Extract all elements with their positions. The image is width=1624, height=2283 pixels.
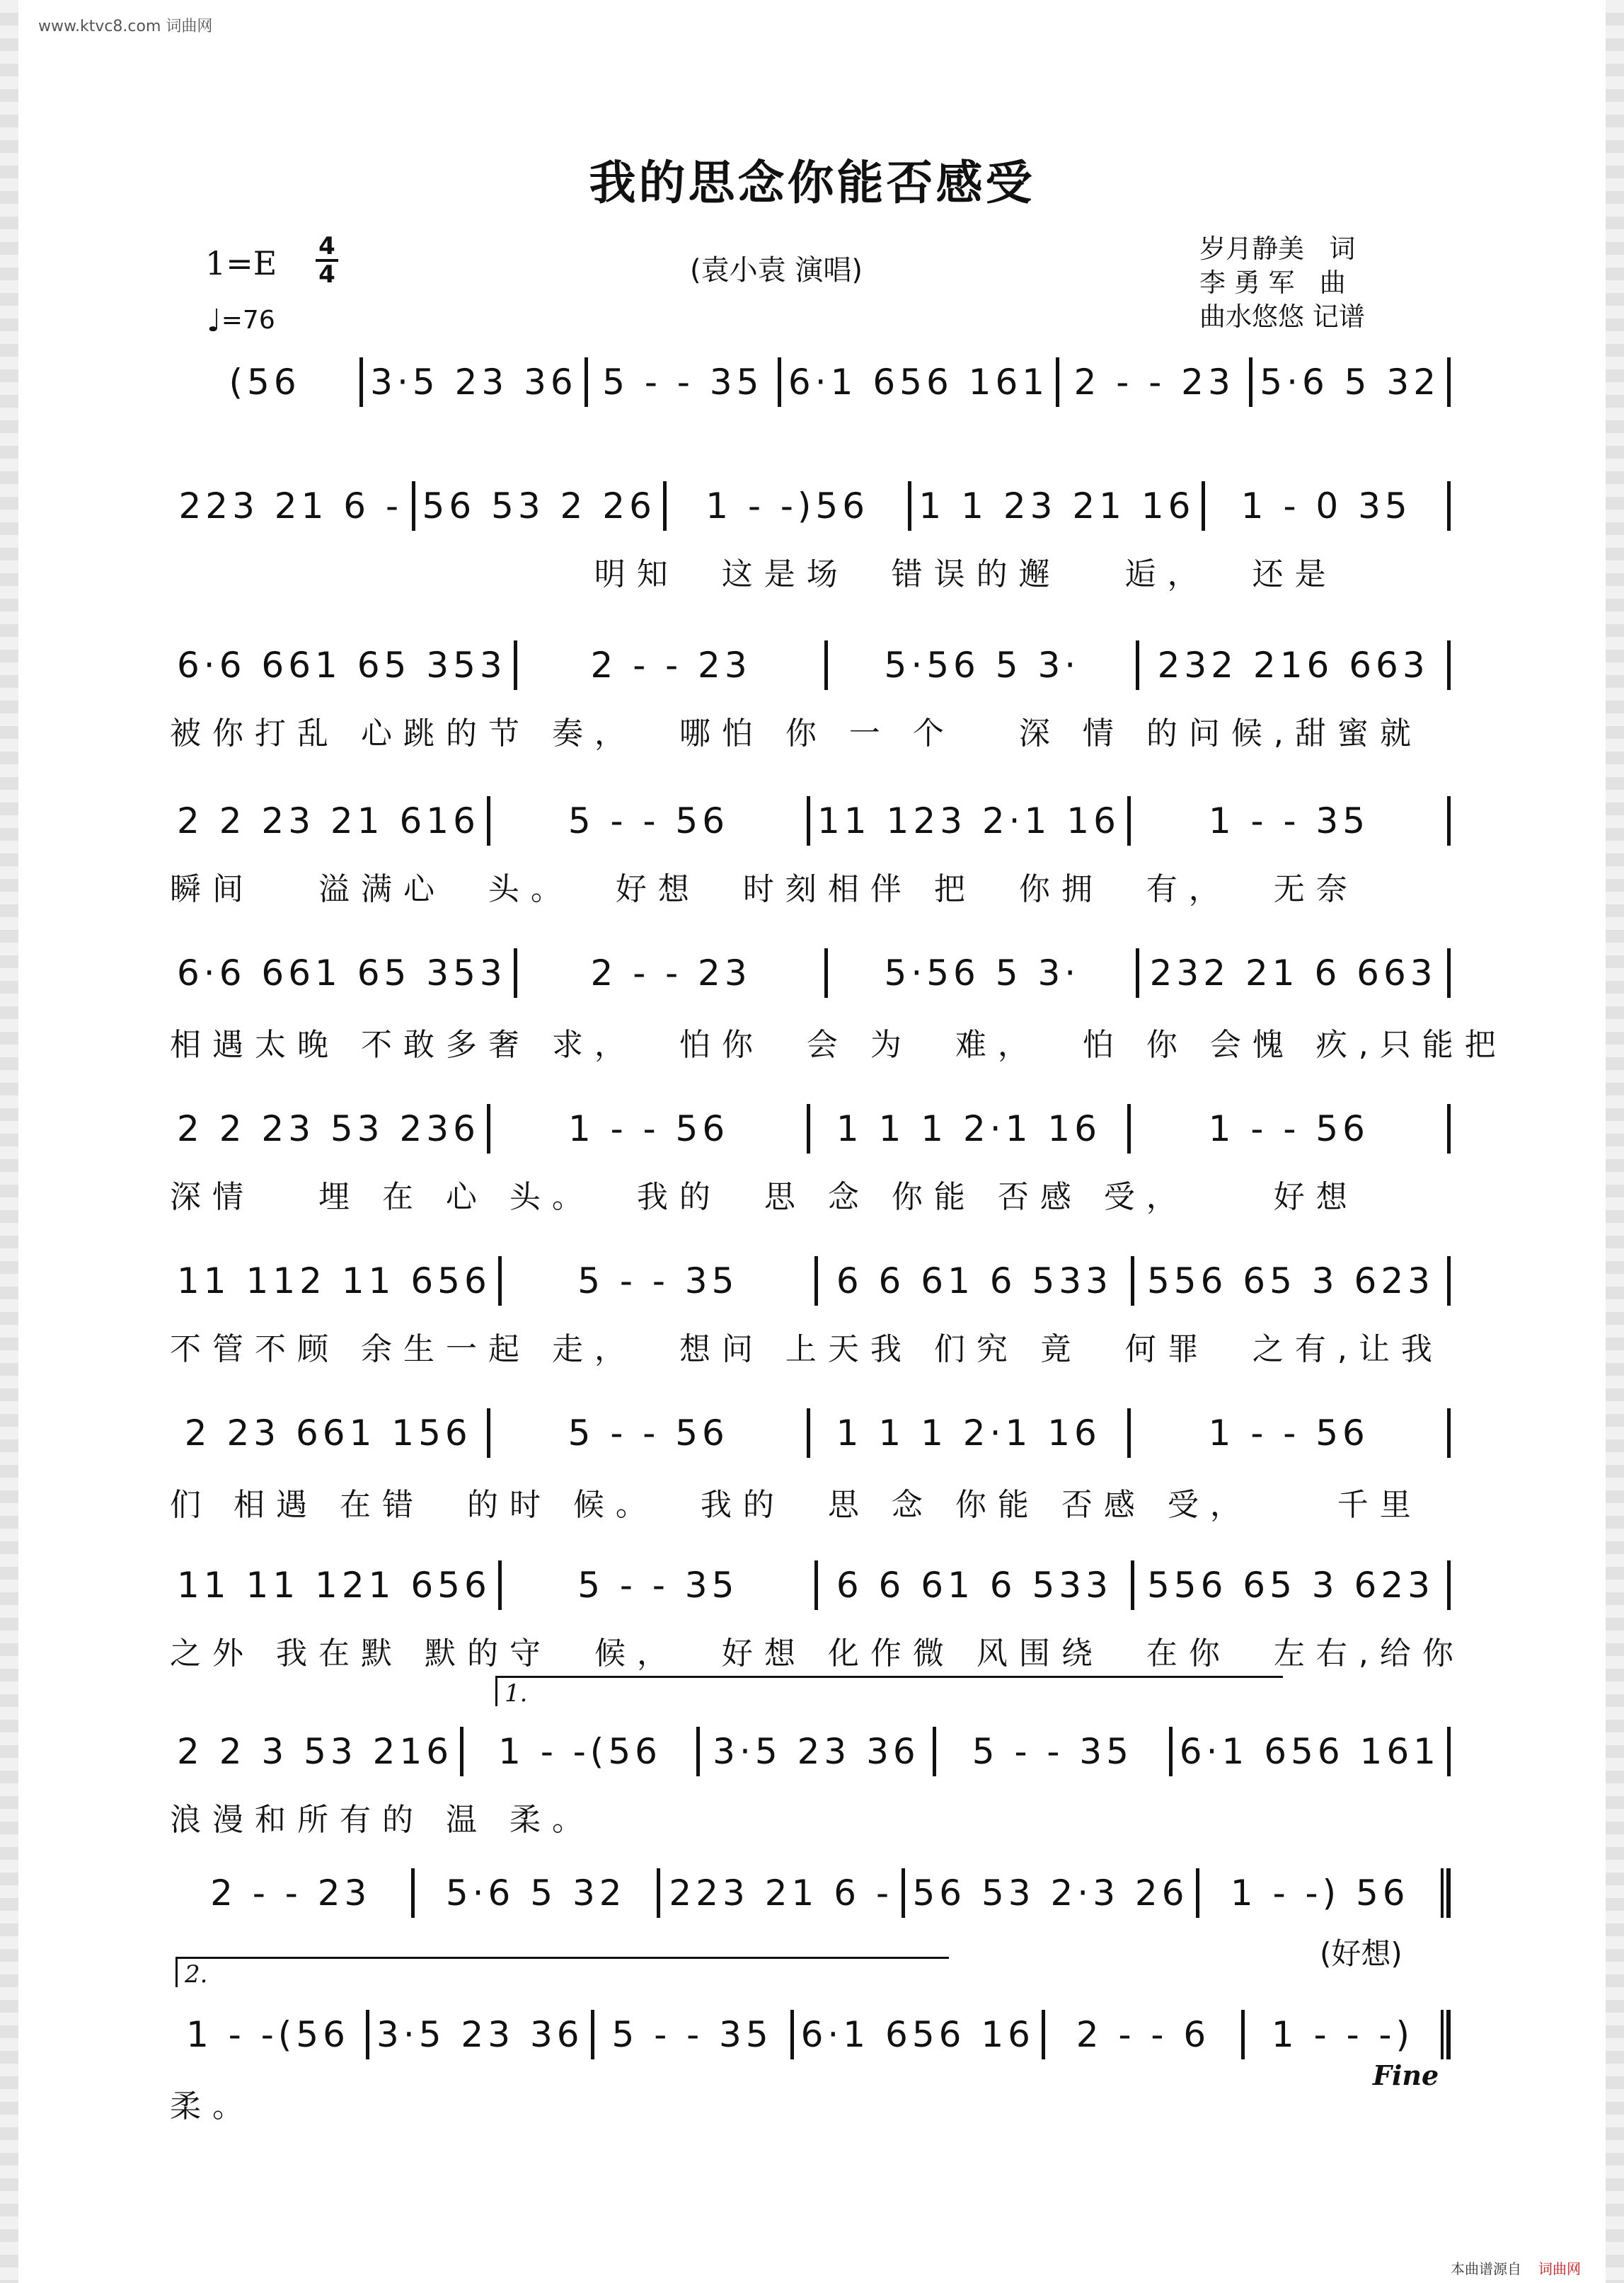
fine-mark: Fine xyxy=(1373,2059,1439,2091)
lyricist-credit: 岁月静美 词 xyxy=(1199,234,1356,264)
notation-line xyxy=(170,1256,1451,1306)
site-watermark: www.ktvc8.com 词曲网 xyxy=(38,18,213,35)
notation-line xyxy=(170,2010,1451,2059)
transcriber-credit: 曲水悠悠 记谱 xyxy=(1199,301,1365,332)
time-signature xyxy=(313,234,341,287)
time-top: 4 xyxy=(318,232,335,260)
measure: 6·1 656 16 xyxy=(800,2014,1035,2055)
measure: 223 21 6 - xyxy=(178,485,403,527)
measure: 6·6 661 65 353 xyxy=(177,953,507,994)
time-bottom: 4 xyxy=(318,260,335,289)
measure: 1 - -(56 xyxy=(498,1731,662,1772)
lyric-line: 们 相遇 在错 的时 候。 我的 思 念 你能 否感 受， 千里 xyxy=(170,1487,1422,1523)
notation-line xyxy=(170,357,1451,407)
lyric-line: 不管不顾 余生一起 走， 想问 上天我 们究 竟 何罪 之有,让我 xyxy=(170,1331,1444,1367)
measure: 6·1 656 161 xyxy=(1179,1731,1440,1772)
pickup-lyric: (好想) xyxy=(1320,1936,1403,1971)
measure: 56 53 2·3 26 xyxy=(912,1873,1189,1914)
measure: 6·1 656 161 xyxy=(788,362,1049,403)
measure: 2 - - 23 xyxy=(590,953,751,994)
notation-line xyxy=(170,481,1451,531)
bar-line xyxy=(1447,1560,1451,1610)
tempo-value: =76 xyxy=(221,306,275,335)
measure: 1 - -)56 xyxy=(706,485,870,527)
measure: 2 2 23 21 616 xyxy=(177,800,480,841)
measure: 2 - - 23 xyxy=(1073,362,1235,403)
measure: 5 - - 35 xyxy=(577,1565,739,1606)
measure: 11 112 11 656 xyxy=(177,1260,491,1301)
measure: 1 - - 56 xyxy=(1208,1108,1369,1149)
measure: 6 6 61 6 533 xyxy=(836,1565,1112,1606)
notation-line xyxy=(170,796,1451,846)
measure: 6·6 661 65 353 xyxy=(177,645,507,686)
bar-line xyxy=(1447,948,1451,998)
measure: 5 - - 56 xyxy=(568,800,730,841)
lyric-line: 深情 埋 在 心 头。 我的 思 念 你能 否感 受， 好想 xyxy=(170,1179,1359,1215)
song-title: 我的思念你能否感受 xyxy=(589,156,1035,210)
measure: 2 2 3 53 216 xyxy=(177,1731,454,1772)
volta-2-label: 2. xyxy=(185,1960,208,1989)
measure: 1 1 23 21 16 xyxy=(918,485,1195,527)
measure: 2 2 23 53 236 xyxy=(177,1108,480,1149)
measure: 5 - - 35 xyxy=(972,1731,1133,1772)
notation-line xyxy=(170,1868,1451,1918)
measure: 1 - - 56 xyxy=(1208,1413,1369,1454)
measure: 5 - - 35 xyxy=(602,362,764,403)
measure: 56 53 2 26 xyxy=(422,485,656,527)
measure: 1 1 1 2·1 16 xyxy=(836,1413,1101,1454)
measure: 3·5 23 36 xyxy=(370,362,577,403)
notation-line xyxy=(170,640,1451,690)
measure: 5 - - 56 xyxy=(568,1413,729,1454)
left-border-strip xyxy=(0,0,18,2283)
lyric-line: 被你打乱 心跳的节 奏， 哪怕 你 一 个 深 情 的问候,甜蜜就 xyxy=(170,715,1422,752)
measure: 2 - - 23 xyxy=(590,645,751,686)
right-border-strip xyxy=(1606,0,1624,2283)
lyric-line: 明知 这是场 错误的邂 逅， 还是 xyxy=(170,556,1337,592)
measure: 1 - 0 35 xyxy=(1240,485,1412,527)
bar-line xyxy=(1447,1408,1451,1458)
bar-line xyxy=(1447,1727,1451,1776)
bar-line xyxy=(1447,1104,1451,1154)
lyric-line: 瞬间 溢满心 头。 好想 时刻相伴 把 你拥 有， 无奈 xyxy=(170,871,1359,907)
bar-line xyxy=(1447,1256,1451,1306)
notation-line xyxy=(170,1104,1451,1154)
measure: 2 23 661 156 xyxy=(184,1413,472,1454)
lyric-line: 柔。 xyxy=(170,2088,255,2124)
measure: 232 216 663 xyxy=(1157,645,1429,686)
measure: 11 11 121 656 xyxy=(177,1565,491,1606)
measure: 1 - -) 56 xyxy=(1230,1873,1410,1914)
volta-2-bracket xyxy=(175,1957,949,1987)
measure: 5·56 5 3· xyxy=(884,645,1081,686)
measure: 5 - - 35 xyxy=(611,2014,773,2055)
measure: 5 - - 35 xyxy=(577,1260,739,1301)
key-signature: 1=E xyxy=(205,244,277,282)
footer-source-label: 本曲谱源自 xyxy=(1451,2260,1521,2277)
measure: 1 - -(56 xyxy=(186,2014,350,2055)
footer-site-label: 词曲网 xyxy=(1538,2260,1581,2277)
quarter-note-icon: ♩ xyxy=(207,303,221,339)
tempo-mark xyxy=(207,303,275,339)
measure: 11 123 2·1 16 xyxy=(817,800,1120,841)
measure: 232 21 6 663 xyxy=(1149,953,1437,994)
measure: 5·6 5 32 xyxy=(1260,362,1441,403)
measure: 2 - - 6 xyxy=(1076,2014,1211,2055)
singer-credit: (袁小袁 演唱) xyxy=(690,254,863,287)
measure: 5·6 5 32 xyxy=(445,1873,626,1914)
lyric-line: 相遇太晚 不敢多奢 求， 怕你 会 为 难， 怕 你 会愧 疚,只能把 xyxy=(170,1027,1507,1063)
measure: 556 65 3 623 xyxy=(1146,1565,1434,1606)
measure: 1 - - -) xyxy=(1271,2014,1415,2055)
lyric-line: 之外 我在默 默的守 候， 好想 化作微 风围绕 在你 左右,给你 xyxy=(170,1635,1465,1672)
volta-1-label: 1. xyxy=(505,1679,528,1708)
measure: 6 6 61 6 533 xyxy=(836,1260,1112,1301)
notation-line xyxy=(170,1408,1451,1458)
measure: 3·5 23 36 xyxy=(713,1731,920,1772)
measure: 2 - - 23 xyxy=(210,1873,372,1914)
measure: 1 - - 35 xyxy=(1208,800,1370,841)
measure: 1 1 1 2·1 16 xyxy=(836,1108,1102,1149)
credits-block xyxy=(1199,232,1365,334)
notation-line xyxy=(170,1727,1451,1776)
bar-line xyxy=(1447,640,1451,690)
measure: (56 xyxy=(229,362,301,403)
footer-source xyxy=(1451,2258,1581,2278)
composer-credit: 李 勇 军 曲 xyxy=(1199,268,1346,298)
bar-line xyxy=(1447,357,1451,407)
measure: 556 65 3 623 xyxy=(1146,1260,1434,1301)
bar-line xyxy=(1441,2010,1451,2059)
bar-line xyxy=(1447,796,1451,846)
measure: 5·56 5 3· xyxy=(884,953,1081,994)
measure: 1 - - 56 xyxy=(568,1108,730,1149)
notation-line xyxy=(170,948,1451,998)
bar-line xyxy=(1441,1868,1451,1918)
measure: 223 21 6 - xyxy=(669,1873,893,1914)
notation-line xyxy=(170,1560,1451,1610)
lyric-line: 浪漫和所有的 温 柔。 xyxy=(170,1802,594,1838)
bar-line xyxy=(1447,481,1451,531)
volta-1-bracket xyxy=(495,1676,1283,1706)
measure: 3·5 23 36 xyxy=(376,2014,584,2055)
